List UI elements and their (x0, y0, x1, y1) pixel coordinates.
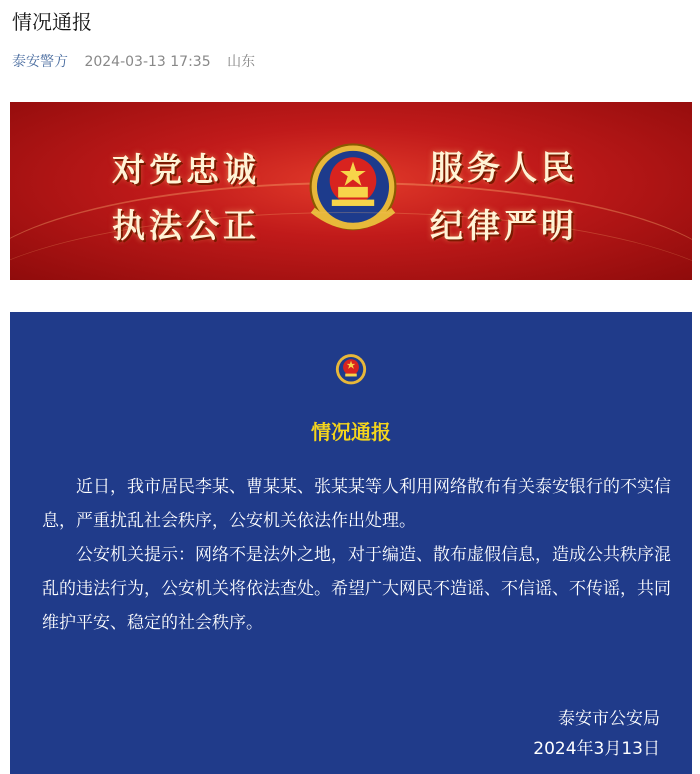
article-title: 情况通报 (12, 10, 92, 34)
police-emblem-icon (333, 352, 369, 388)
slogan-4: 纪律严明 (430, 206, 578, 245)
notice-paragraph-1: 近日，我市居民李某、曹某某、张某某等人利用网络散布有关泰安银行的不实信息，严重扰乱社会秩序，公安机关依法作出处理。 (42, 477, 671, 531)
notice-paragraph-2: 公安机关提示：网络不是法外之地，对于编造、散布虚假信息，造成公共秩序混乱的违法行为，公安机关将依法查处。希望广大网民不造谣、不信谣、不传谣，共同维护平安、稳定的社会秩序。 (42, 545, 671, 633)
notice-card (10, 312, 692, 774)
slogan-1: 对党忠诚 (112, 150, 260, 189)
slogan-banner-image (10, 102, 692, 280)
notice-date: 2024年3月13日 (533, 739, 660, 759)
account-name-link[interactable]: 泰安警方 (12, 54, 68, 70)
slogan-2: 执法公正 (112, 206, 260, 245)
slogan-3: 服务人民 (430, 148, 578, 187)
notice-title: 情况通报 (311, 420, 391, 444)
police-emblem-icon (300, 136, 406, 242)
article-meta (12, 51, 255, 71)
publish-location: 山东 (227, 54, 256, 70)
publish-time: 2024-03-13 17:35 (84, 54, 211, 70)
notice-signature: 泰安市公安局 (558, 709, 660, 729)
